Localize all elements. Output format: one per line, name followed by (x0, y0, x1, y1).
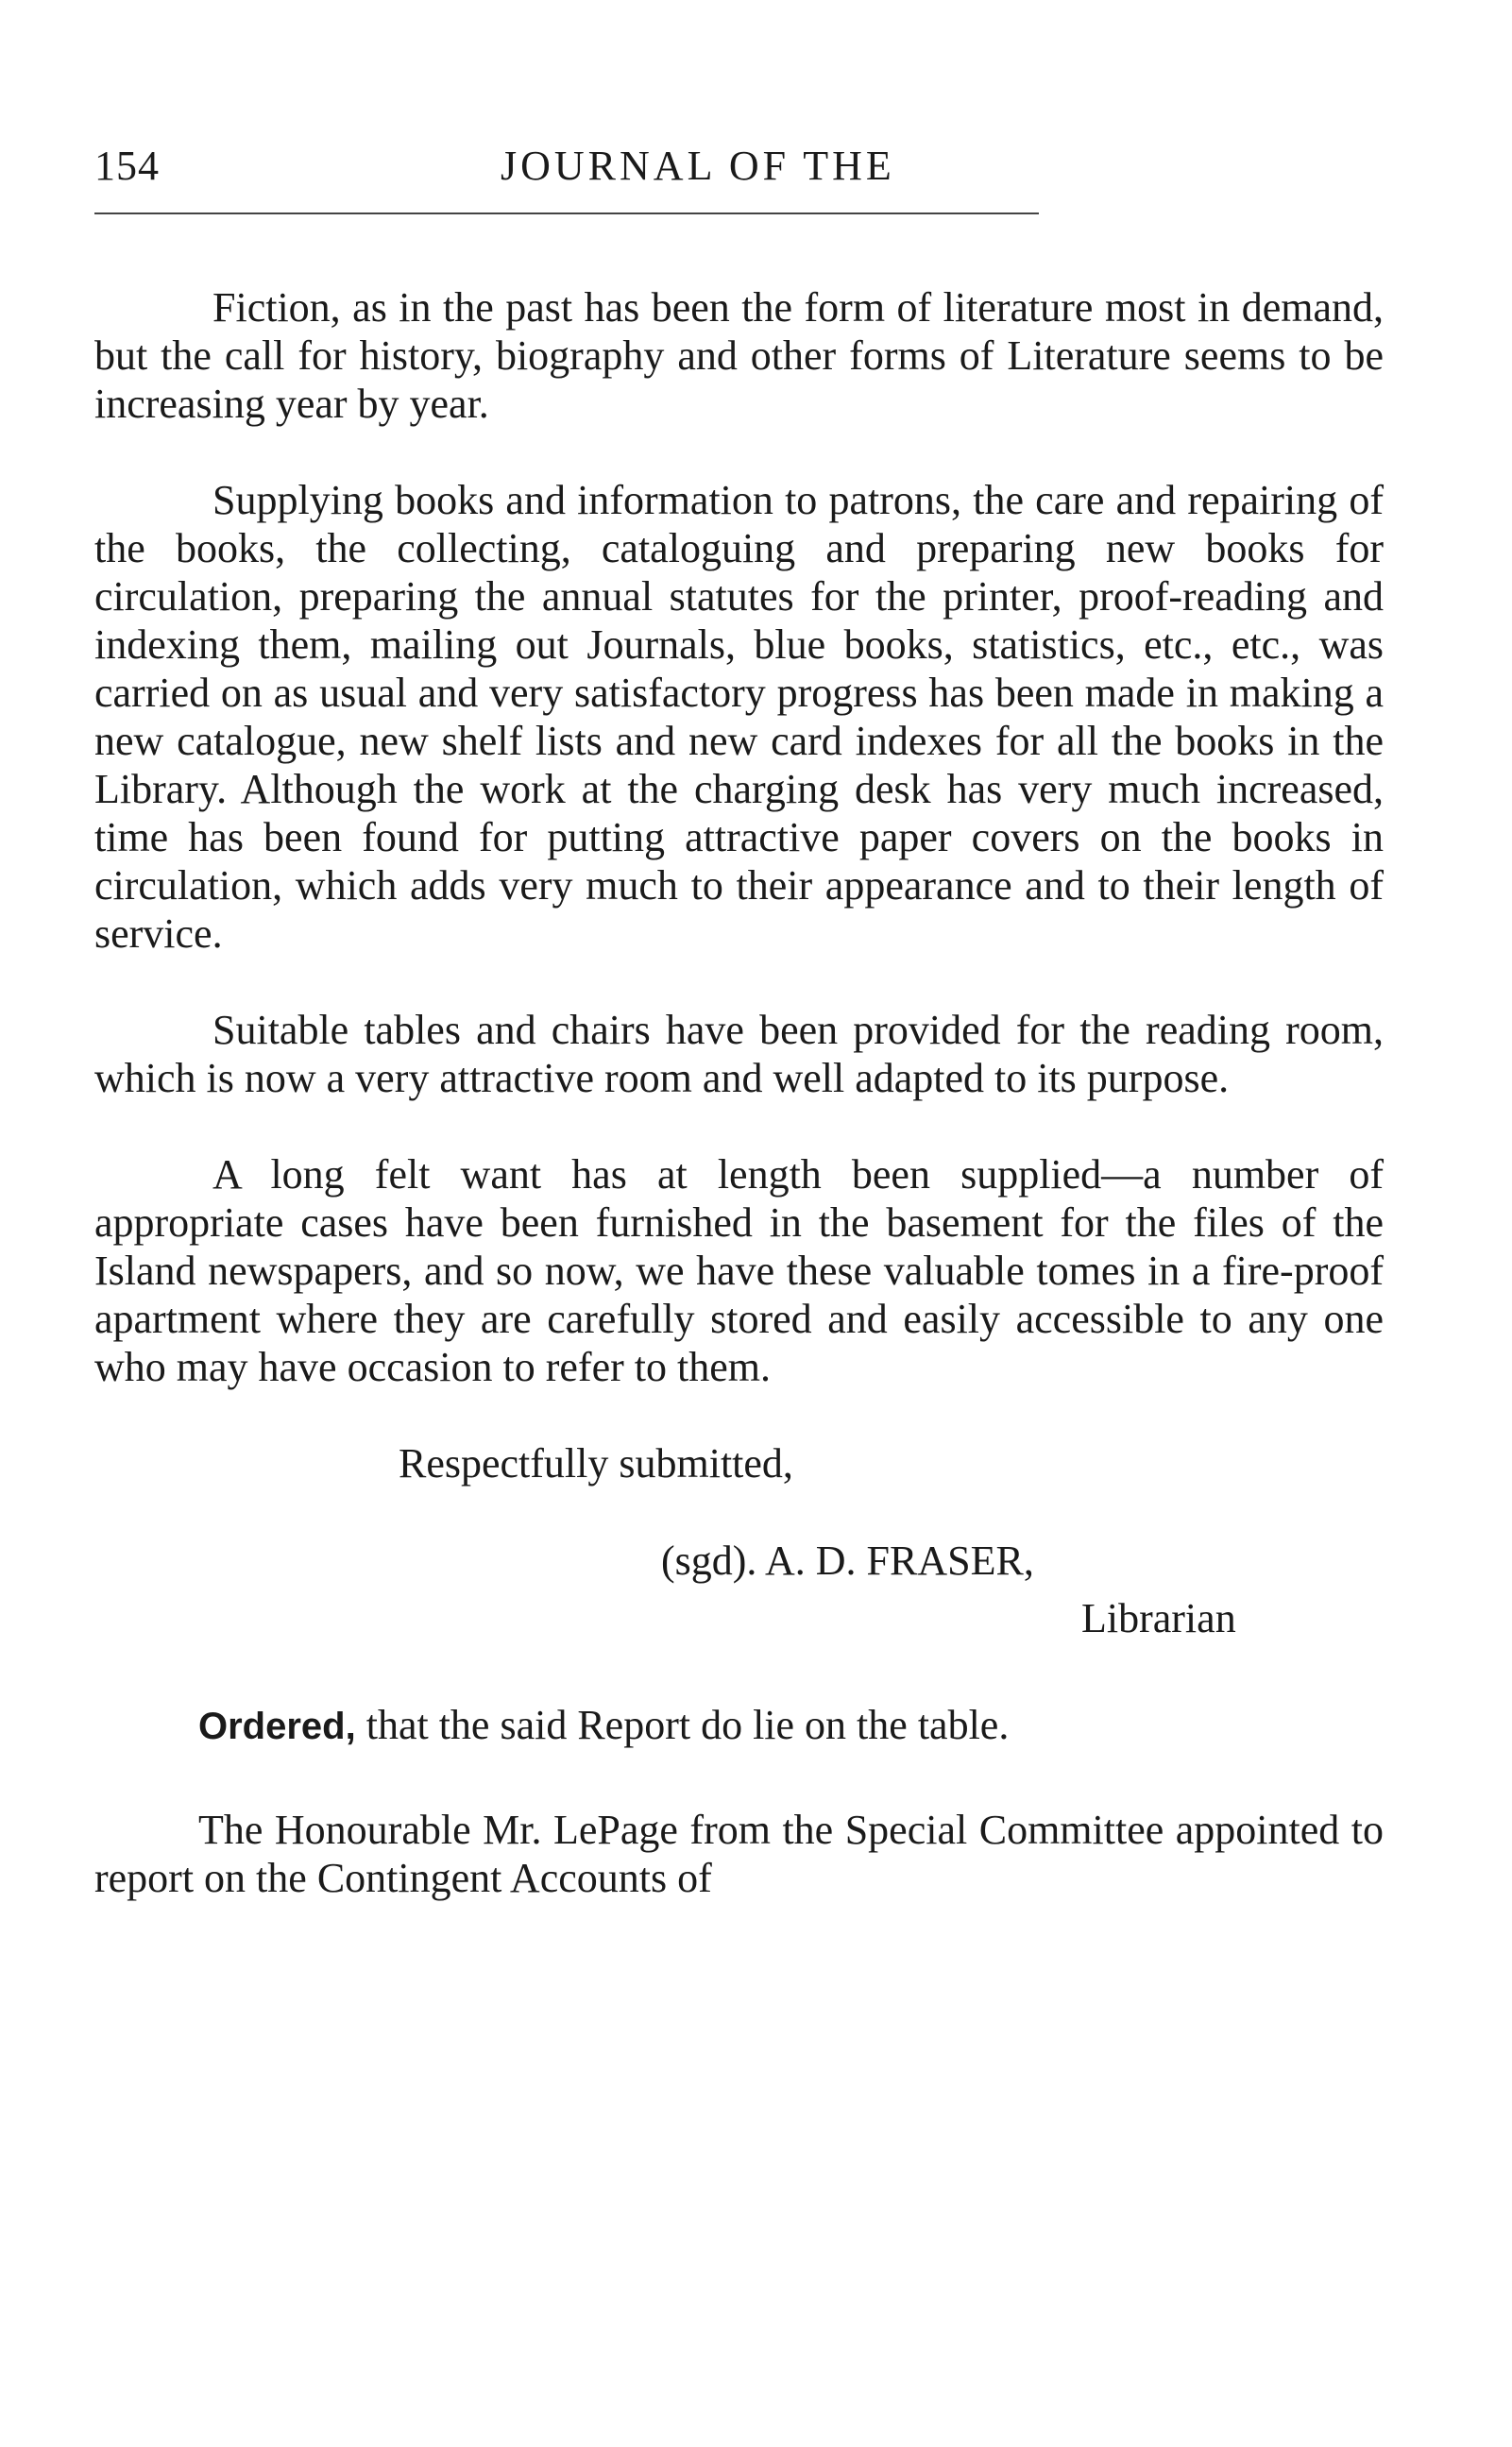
paragraph-newspaper-cases: A long felt want has at length been supplied—a number of appropriate cases have been furnished in the basement for the files of the Island newspapers, and so now, we have these valuable tomes in a fire-proof apartment where they are carefully stored and easily accessible to any one who may have occasion to refer to them. (94, 1151, 1384, 1390)
page-header (94, 142, 1379, 198)
page-body (94, 283, 1384, 1902)
closing-signature: (sgd). A. D. FRASER, (661, 1538, 1034, 1584)
paragraph-library-work: Supplying books and information to patrons, the care and repairing of the books, the collecting, cataloguing and preparing new books for circulation, preparing the annual statutes for the printer, proof-reading and indexing them, mailing out Journals, blue books, statistics, etc., etc., was carried on as usual and very satisfactory progress has been made in making a new catalogue, new shelf lists and new card indexes for all the books in the Library. Although the work at the charging desk has very much increased, time has been found for putting attractive paper covers on the books in circulation, which adds very much to their appearance and to their length of service. (94, 477, 1384, 957)
paragraph-reading-room: Suitable tables and chairs have been provided for the reading room, which is now a very attractive room and well adapted to its purpose. (94, 1007, 1384, 1101)
closing-title: Librarian (1081, 1595, 1236, 1641)
page-number: 154 (94, 143, 160, 189)
paragraph-committee: The Honourable Mr. LePage from the Special Committee appointed to report on the Contingent Accounts of (94, 1807, 1384, 1901)
ordered-rest: that the said Report do lie on the table. (355, 1702, 1010, 1748)
ordered-line (94, 1701, 1384, 1751)
header-rule (94, 212, 1039, 214)
closing-salutation: Respectfully submitted, (399, 1440, 793, 1487)
paragraph-fiction: Fiction, as in the past has been the form of literature most in demand, but the call for history, biography and other forms of Literature seems to be increasing year by year. (94, 284, 1384, 427)
ordered-word: Ordered, (198, 1706, 356, 1747)
running-head: JOURNAL OF THE (501, 143, 895, 189)
